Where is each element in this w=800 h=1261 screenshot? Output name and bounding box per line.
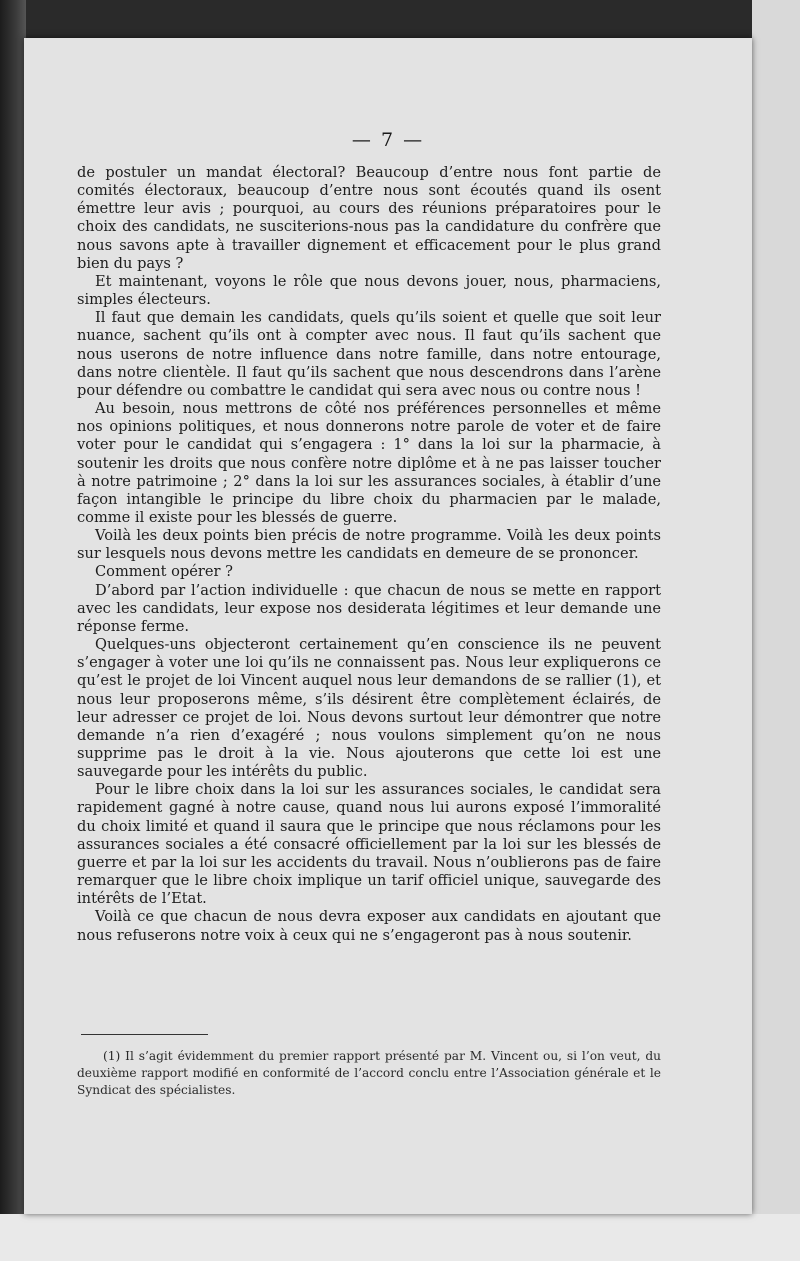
book-binding-edge — [0, 0, 26, 1261]
footnote-text: (1) Il s’agit évidemment du premier rapport présenté par M. Vincent ou, si l’on veut, du deuxième rapport modifié en conformité de l’accord conclu entre l’Association générale et le Syndicat des spécialistes. — [77, 1049, 661, 1097]
paragraph: de postuler un mandat électoral? Beaucoup d’entre nous font partie de comités électoraux, beaucoup d’entre nous sont écoutés quand ils osent émettre leur avis ; pourquoi, au cours des réunions préparatoires pour le choix des candidats, ne susciterions-nous pas la candidature du confrère que nous savons apte à travailler dignement et efficacement pour le plus grand bien du pays ? — [77, 164, 661, 272]
paragraph: Comment opérer ? — [95, 563, 233, 581]
paragraph: Voilà les deux points bien précis de notre programme. Voilà les deux points sur lesquels nous devons mettre les candidats en demeure de se prononcer. — [77, 527, 661, 563]
paragraph: Il faut que demain les candidats, quels qu’ils soient et quelle que soit leur nuance, sachent qu’ils ont à compter avec nous. Il faut qu’ils sachent que nous userons de notre influence dans notre famille, dans notre entourage, dans notre clientèle. Il faut qu’ils sachent que nous descendrons dans l’arène pour défendre ou combattre le candidat qui sera avec nous ou contre nous ! — [77, 309, 661, 399]
page-right-margin — [752, 0, 800, 1261]
page-number: — 7 — — [351, 129, 425, 151]
paragraph: Au besoin, nous mettrons de côté nos préférences personnelles et même nos opinions politiques, et nous donnerons notre parole de voter et de faire voter pour le candidat qui s’engagera : 1° dans la loi sur la pharmacie, à soutenir les droits que nous confère notre diplôme et à ne pas laisser toucher à notre patrimoine ; 2° dans la loi sur les assurances sociales, à établir d’une façon intangible le principe du libre choix du pharmacien par le malade, comme il existe pour les blessés de guerre. — [77, 400, 661, 526]
footnote — [77, 1048, 661, 1099]
paragraph: Quelques-uns objecteront certainement qu’en conscience ils ne peuvent s’engager à voter une loi qu’ils ne connaissent pas. Nous leur expliquerons ce qu’est le projet de loi Vincent auquel nous leur demandons de se rallier (1), et nous leur proposerons même, s’ils désirent être complètement éclairés, de leur adresser ce projet de loi. Nous devons surtout leur démontrer que notre demande n’a rien d’exagéré ; nous voulons simplement qu’on ne nous supprime pas le droit à la vie. Nous ajouterons que cette loi est une sauvegarde pour les intérêts du public. — [77, 636, 661, 781]
paragraph: Voilà ce que chacun de nous devra exposer aux candidats en ajoutant que nous refuserons notre voix à ceux qui ne s’engageront pas à nous soutenir. — [77, 908, 661, 944]
paragraph: Et maintenant, voyons le rôle que nous devons jouer, nous, pharmaciens, simples électeurs. — [77, 272, 661, 309]
paragraph: Pour le libre choix dans la loi sur les assurances sociales, le candidat sera rapidement gagné à notre cause, quand nous lui aurons exposé l’immoralité du choix limité et quand il saura que le principe que nous réclamons pour les assurances sociales a été consacré officiellement par la loi sur les blessés de guerre et par la loi sur les accidents du travail. Nous n’oublierons pas de faire remarquer que le libre choix implique un tarif officiel unique, sauvegarde des intérêts de l’Etat. — [77, 781, 661, 908]
body-text — [77, 164, 661, 945]
footnote-separator — [81, 1034, 208, 1035]
paragraph: D’abord par l’action individuelle : que chacun de nous se mette en rapport avec les candidats, leur expose nos desiderata légitimes et leur demande une réponse ferme. — [77, 581, 661, 635]
scanned-page — [24, 38, 752, 1214]
page-bottom-margin — [0, 1214, 800, 1261]
